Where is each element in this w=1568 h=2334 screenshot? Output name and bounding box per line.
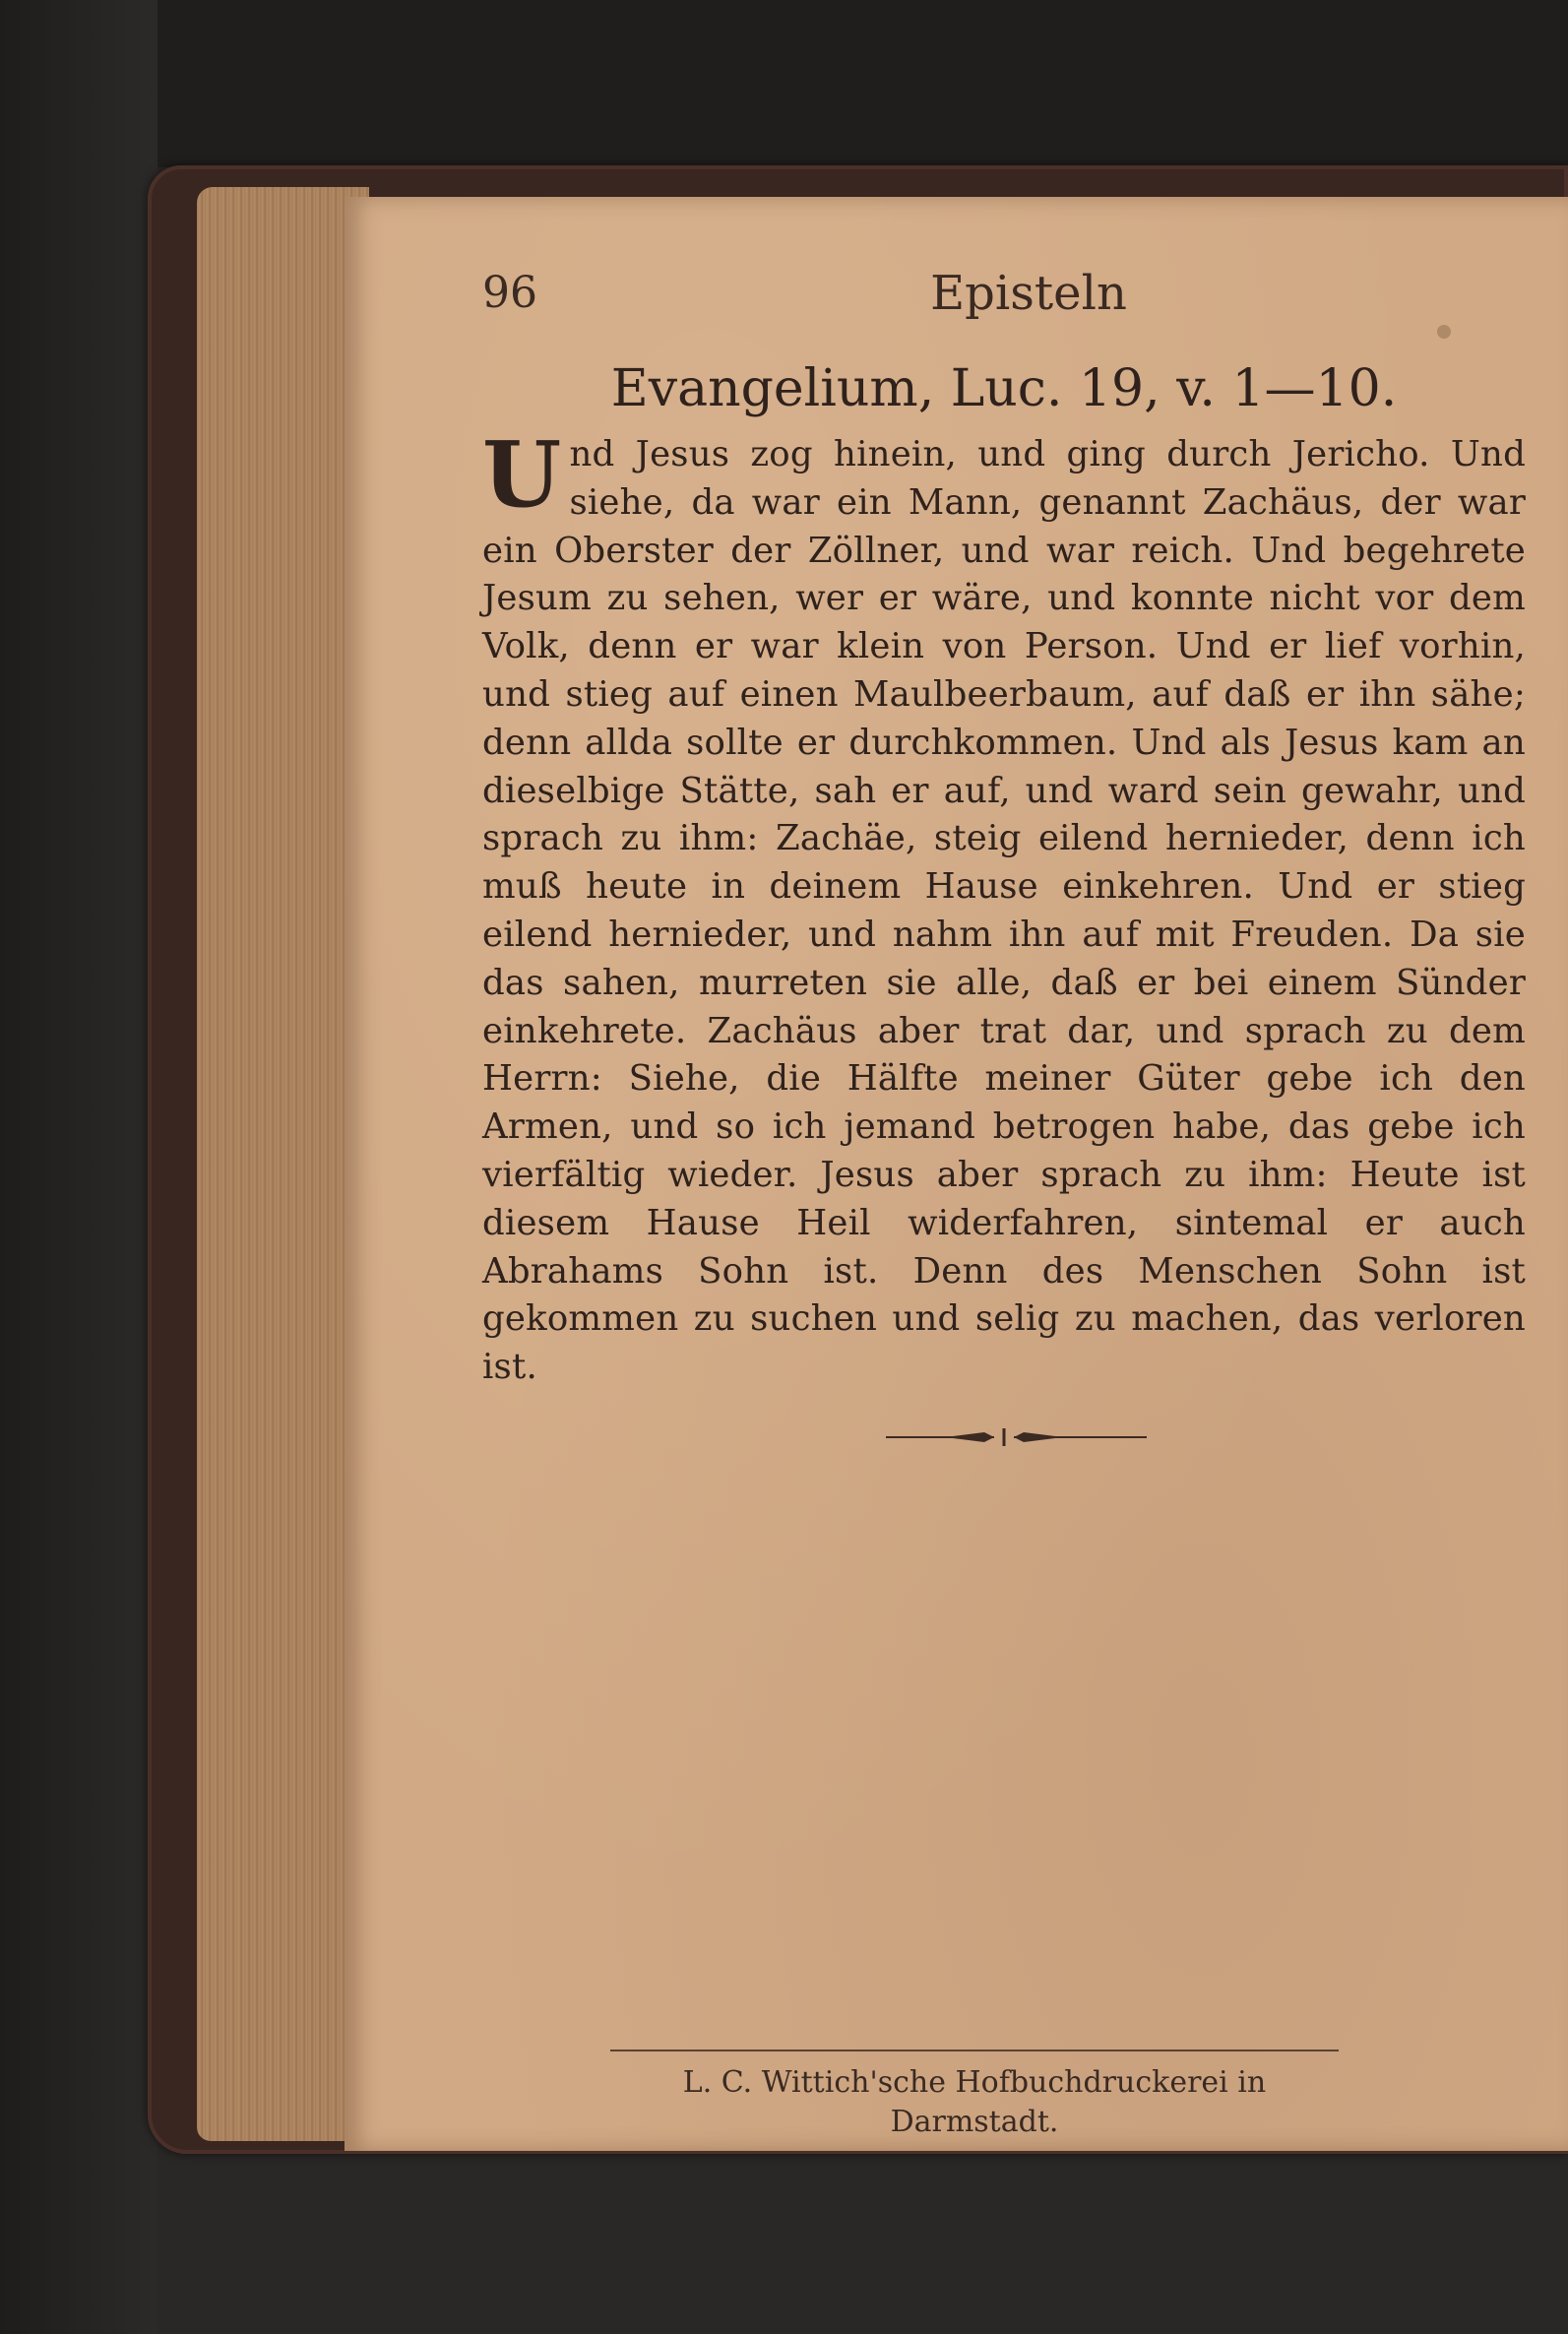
running-title: Episteln bbox=[930, 266, 1127, 321]
page-number: 96 bbox=[482, 268, 537, 318]
drop-capital: U bbox=[482, 421, 562, 528]
paper-stain bbox=[1437, 325, 1451, 339]
printer-imprint: L. C. Wittich'sche Hofbuchdruckerei in Darmstadt. bbox=[682, 2065, 1267, 2139]
background-top bbox=[0, 0, 1568, 167]
reading-heading: Evangelium, Luc. 19, v. 1—10. bbox=[610, 359, 1398, 418]
page-edges bbox=[197, 187, 369, 2141]
reading-text bbox=[482, 421, 1526, 1392]
reading-body: nd Jesus zog hinein, und ging durch Jericho. Und siehe, da war ein Mann, genannt Zachäus, der war ein Oberster der Zöllner, und war reich. Und begehrete Jesum zu sehen, wer er wäre, und konnte nicht vor dem Volk, denn er war klein von Person. Und er lief vorhin, und stieg auf einen Maulbeerbaum, auf daß er ihn sähe; denn allda sollte er durchkommen. Und als Jesus kam an dieselbige Stätte, sah er auf, und ward sein gewahr, und sprach zu ihm: Zachäe, steig eilend hernieder, denn ich muß heute in deinem Hause einkehren. Und er stieg eilend hernieder, und nahm ihn auf mit Freuden. Da sie das sahen, murreten sie alle, daß er bei einem Sünder einkehrete. Zachäus aber trat dar, und sprach zu dem Herrn: Siehe, die Hälfte meiner Güter gebe ich den Armen, und so ich jemand betrogen habe, das gebe ich vierfältig wieder. Jesus aber sprach zu ihm: Heute ist diesem Hause Heil widerfahren, sintemal er auch Abrahams Sohn ist. Denn des Menschen Sohn ist gekommen zu suchen und selig zu machen, das verloren ist. bbox=[482, 434, 1526, 1388]
running-head bbox=[482, 264, 1526, 323]
ornament-divider-icon bbox=[886, 1422, 1147, 1452]
footer-rule bbox=[610, 2050, 1339, 2051]
background-left bbox=[0, 0, 157, 2334]
